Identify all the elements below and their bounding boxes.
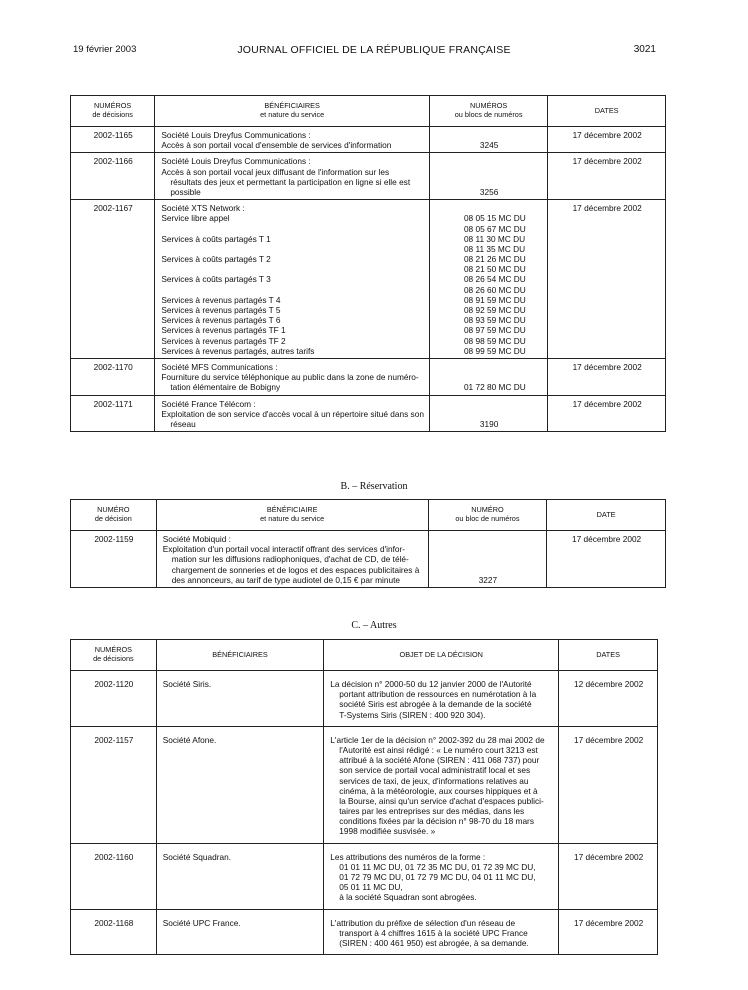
- beneficiary-cell: [155, 153, 430, 200]
- number-line: [436, 156, 542, 166]
- table-reservation: [70, 499, 666, 588]
- beneficiary-line: [161, 244, 424, 254]
- decision-number: 2002-1120: [94, 679, 134, 689]
- beneficiary-line: chargement de sonneries et de logos et des espaces publicitaires à: [171, 564, 420, 575]
- decision-object-line: taires par les entreprises sur des médias, dans les: [339, 806, 525, 817]
- decision-object-line: 1998 modifiée susvisée. »: [339, 826, 436, 837]
- number-line: 08 98 59 MC DU: [463, 335, 526, 346]
- decision-object-cell: [324, 909, 559, 955]
- beneficiary-line: Services à revenus partagés, autres tarifs: [161, 345, 315, 356]
- number-line: [436, 409, 542, 419]
- beneficiary-line: [161, 224, 424, 234]
- decision-object-line: services de taxi, de jeux, d'informations relatives au: [339, 775, 529, 786]
- table-row: [71, 358, 666, 395]
- decision-number: 2002-1157: [94, 734, 134, 745]
- table-row: [71, 726, 658, 843]
- beneficiary-name: Société UPC France.: [162, 917, 241, 928]
- numbers-cell: [429, 127, 547, 153]
- number-line: 08 26 54 MC DU: [463, 274, 526, 285]
- beneficiary-line: [161, 285, 424, 295]
- date-cell: [548, 358, 666, 395]
- number-line: [436, 177, 542, 187]
- decision-object-line: (SIREN : 400 461 950) est abrogée, à sa demande.: [339, 937, 529, 948]
- table-header-row: [71, 640, 658, 671]
- number-line: [436, 130, 542, 140]
- beneficiary-line: des annonceurs, au tarif de type audiotel de 0,15 € par minute: [171, 574, 401, 585]
- decision-number: 2002-1165: [93, 130, 133, 140]
- decision-object-line: T-Systems Siris (SIREN : 400 920 304).: [339, 709, 486, 720]
- column-header: NUMÉRO ou bloc de numéros: [428, 500, 547, 531]
- beneficiary-line: Société Louis Dreyfus Communications :: [161, 156, 311, 167]
- column-header: BÉNÉFICIAIRES: [156, 640, 323, 671]
- date-cell: [548, 153, 666, 200]
- numbers-cell: [429, 200, 547, 359]
- decision-object-line: transport à 4 chiffres 1615 à la société UPC France: [339, 927, 528, 938]
- date-cell: [548, 200, 666, 359]
- decision-object-line: l'Autorité est ainsi rédigé : « Le numéro court 3213 est: [339, 744, 538, 755]
- table-header-row: [71, 500, 666, 531]
- number-line: 08 92 59 MC DU: [463, 305, 526, 315]
- number-line: [435, 534, 542, 544]
- beneficiary-line: [161, 264, 424, 274]
- numbers-cell: [428, 531, 547, 588]
- column-header: DATES: [548, 96, 666, 127]
- decision-number-cell: [71, 358, 155, 395]
- decision-date: 17 décembre 2002: [574, 734, 644, 745]
- beneficiary-line: Accès à son portail vocal d'ensemble de services d'information: [161, 140, 392, 151]
- column-header: BÉNÉFICIAIRE et nature du service: [156, 500, 428, 531]
- number-line: 08 93 59 MC DU: [463, 315, 526, 326]
- decision-number-cell: [71, 395, 155, 432]
- number-line: 08 11 30 MC DU: [463, 233, 526, 244]
- beneficiary-line: Société XTS Network :: [161, 203, 245, 214]
- decision-object-line: la Bourse, ainsi qu'un service d'achat d'espaces publici-: [339, 795, 544, 806]
- number-line: 08 26 60 MC DU: [463, 284, 526, 295]
- date-cell: [547, 531, 666, 588]
- decision-number-cell: [71, 127, 155, 153]
- decision-date: 17 décembre 2002: [571, 534, 642, 544]
- date-cell: [559, 671, 658, 727]
- column-header: NUMÉROS de décisions: [71, 96, 155, 127]
- decision-number: 2002-1160: [94, 851, 134, 862]
- section-title-reservation: [0, 481, 748, 492]
- number-line: [436, 167, 542, 177]
- beneficiary-line: résultats des jeux et permettant la participation en ligne si elle est: [170, 176, 411, 187]
- decision-date: 17 décembre 2002: [572, 398, 642, 409]
- number-line: [435, 554, 542, 564]
- date-cell: [548, 395, 666, 432]
- decision-object-cell: [324, 671, 559, 727]
- decision-object-cell: [324, 843, 559, 909]
- decision-number: 2002-1171: [93, 398, 133, 409]
- number-line: 3227: [478, 574, 498, 585]
- beneficiary-line: Exploitation d'un portail vocal interactif offrant des services d'infor-: [162, 544, 406, 555]
- decision-number: 2002-1170: [93, 361, 133, 372]
- number-line: [435, 565, 542, 575]
- table-row: [71, 395, 666, 432]
- beneficiary-line: Société Louis Dreyfus Communications :: [161, 130, 311, 140]
- section-title-text: B. – Réservation: [340, 481, 408, 492]
- decision-date: 17 décembre 2002: [572, 361, 642, 372]
- decision-number: 2002-1168: [94, 917, 134, 928]
- decision-object-line: attribué à la société Afone (SIREN : 411 068 737) pour: [339, 755, 540, 766]
- number-line: 08 05 15 MC DU: [463, 213, 526, 224]
- decision-number-cell: [71, 671, 157, 727]
- numbers-cell: [429, 153, 547, 200]
- number-line: 3245: [479, 140, 499, 151]
- page-number: 3021: [633, 44, 656, 55]
- decision-object-line: 01 01 11 MC DU, 01 72 35 MC DU, 01 72 39 MC DU,: [339, 861, 536, 872]
- beneficiary-line: Services à revenus partagés T 6: [161, 315, 281, 326]
- number-line: 01 72 80 MC DU: [463, 382, 526, 393]
- beneficiary-cell: [156, 909, 323, 955]
- decision-object-line: La décision n° 2000-50 du 12 janvier 2000 de l'Autorité: [330, 679, 532, 689]
- decision-date: 17 décembre 2002: [574, 917, 644, 928]
- table-header-row: [71, 96, 666, 127]
- decision-number-cell: [71, 153, 155, 200]
- decision-number: 2002-1159: [94, 534, 134, 544]
- beneficiary-line: Services à coûts partagés T 1: [161, 233, 271, 244]
- decision-object-cell: [324, 726, 559, 843]
- decision-number-cell: [71, 531, 157, 588]
- section-title-text: C. – Autres: [351, 620, 397, 631]
- beneficiary-name: Société Squadran.: [162, 851, 232, 862]
- decision-date: 17 décembre 2002: [572, 130, 642, 140]
- column-header: NUMÉROS de décisions: [71, 640, 157, 671]
- number-line: 08 91 59 MC DU: [463, 294, 526, 305]
- number-line: 3256: [479, 186, 499, 197]
- table-row: [71, 127, 666, 153]
- decision-number: 2002-1167: [93, 203, 133, 214]
- number-line: 08 11 35 MC DU: [463, 243, 526, 254]
- number-line: [436, 203, 542, 213]
- decision-object-line: L'attribution du préfixe de sélection d'un réseau de: [330, 917, 516, 928]
- decision-object-line: cinéma, à la météorologie, aux courses hippiques et à: [339, 785, 538, 796]
- table-row: [71, 200, 666, 359]
- beneficiary-cell: [155, 395, 430, 432]
- column-header: NUMÉRO de décision: [71, 500, 157, 531]
- numbers-cell: [429, 395, 547, 432]
- numbers-cell: [429, 358, 547, 395]
- beneficiary-line: Société Mobiquid :: [162, 534, 231, 544]
- column-header: DATES: [559, 640, 658, 671]
- beneficiary-name: Société Siris.: [162, 679, 212, 689]
- beneficiary-line: Services à revenus partagés T 5: [161, 305, 281, 315]
- beneficiary-name: Société Afone.: [162, 734, 217, 745]
- number-line: 3190: [479, 418, 499, 429]
- decision-number-cell: [71, 909, 157, 955]
- table-row: [71, 671, 658, 727]
- table-attributions: [70, 95, 666, 432]
- number-line: [436, 362, 542, 372]
- beneficiary-line: Services à coûts partagés T 3: [161, 274, 271, 285]
- table-row: [71, 909, 658, 955]
- beneficiary-cell: [156, 531, 428, 588]
- number-line: [435, 544, 542, 554]
- decision-number-cell: [71, 726, 157, 843]
- decision-object-line: L'article 1er de la décision n° 2002-392 du 28 mai 2002 de: [330, 734, 545, 745]
- table-autres: [70, 639, 658, 955]
- column-header: OBJET DE LA DÉCISION: [324, 640, 559, 671]
- beneficiary-line: mation sur les diffusions radiophoniques, d'achat de CD, de télé-: [171, 554, 409, 565]
- beneficiary-cell: [155, 127, 430, 153]
- number-line: 08 05 67 MC DU: [463, 223, 526, 234]
- beneficiary-line: Services à revenus partagés TF 1: [161, 325, 286, 336]
- number-line: 08 99 59 MC DU: [463, 345, 526, 356]
- decision-number: 2002-1166: [93, 156, 133, 167]
- beneficiary-cell: [156, 726, 323, 843]
- beneficiary-line: Services à revenus partagés T 4: [161, 294, 281, 305]
- number-line: 08 97 59 MC DU: [463, 325, 526, 336]
- decision-object-line: à la société Squadran sont abrogées.: [339, 892, 477, 903]
- decision-object-line: Les attributions des numéros de la forme :: [330, 851, 486, 862]
- number-line: [436, 399, 542, 409]
- beneficiary-line: Exploitation de son service d'accès vocal à un répertoire situé dans son: [161, 408, 424, 419]
- section-title-autres: [0, 620, 748, 631]
- column-header: BÉNÉFICIAIRES et nature du service: [155, 96, 430, 127]
- beneficiary-line: Fourniture du service téléphonique au public dans la zone de numéro-: [161, 372, 419, 383]
- decision-object-line: 05 01 11 MC DU,: [339, 882, 403, 893]
- decision-object-line: portant attribution de ressources en numérotation à la: [339, 689, 537, 700]
- beneficiary-line: tation élémentaire de Bobigny: [170, 382, 281, 393]
- date-cell: [559, 726, 658, 843]
- decision-object-line: son service de portail vocal administratif local et ses: [339, 765, 531, 776]
- beneficiary-line: Services à revenus partagés TF 2: [161, 335, 286, 346]
- column-header: DATE: [547, 500, 666, 531]
- date-cell: [559, 843, 658, 909]
- decision-object-line: conditions fixées par la décision n° 98-70 du 18 mars: [339, 816, 534, 827]
- beneficiary-line: réseau: [170, 418, 196, 429]
- decision-object-line: société Siris est abrogée à la demande de la société: [339, 699, 532, 710]
- beneficiary-line: Services à coûts partagés T 2: [161, 254, 271, 265]
- column-header: NUMÉROS ou blocs de numéros: [429, 96, 547, 127]
- beneficiary-line: Accès à son portail vocal jeux diffusant de l'information sur les: [161, 166, 390, 177]
- beneficiary-cell: [156, 843, 323, 909]
- decision-date: 12 décembre 2002: [574, 679, 644, 689]
- beneficiary-line: Société MFS Communications :: [161, 361, 278, 372]
- date-cell: [548, 127, 666, 153]
- beneficiary-cell: [156, 671, 323, 727]
- journal-title: JOURNAL OFFICIEL DE LA RÉPUBLIQUE FRANÇAISE: [237, 44, 511, 56]
- decision-object-line: 01 72 79 MC DU, 01 72 79 MC DU, 04 01 11 MC DU,: [339, 872, 536, 882]
- table-row: [71, 843, 658, 909]
- beneficiary-line: Service libre appel: [161, 213, 230, 224]
- beneficiary-line: possible: [170, 186, 201, 197]
- decision-date: 17 décembre 2002: [572, 203, 642, 214]
- table-row: [71, 531, 666, 588]
- decision-date: 17 décembre 2002: [574, 851, 644, 862]
- table-row: [71, 153, 666, 200]
- beneficiary-line: Société France Télécom :: [161, 398, 256, 409]
- beneficiary-cell: [155, 358, 430, 395]
- decision-number-cell: [71, 200, 155, 359]
- number-line: 08 21 26 MC DU: [463, 254, 526, 265]
- decision-number-cell: [71, 843, 157, 909]
- number-line: [436, 372, 542, 382]
- decision-date: 17 décembre 2002: [572, 156, 642, 167]
- date-cell: [559, 909, 658, 955]
- number-line: 08 21 50 MC DU: [463, 264, 526, 275]
- header-date: 19 février 2003: [73, 44, 137, 55]
- beneficiary-cell: [155, 200, 430, 359]
